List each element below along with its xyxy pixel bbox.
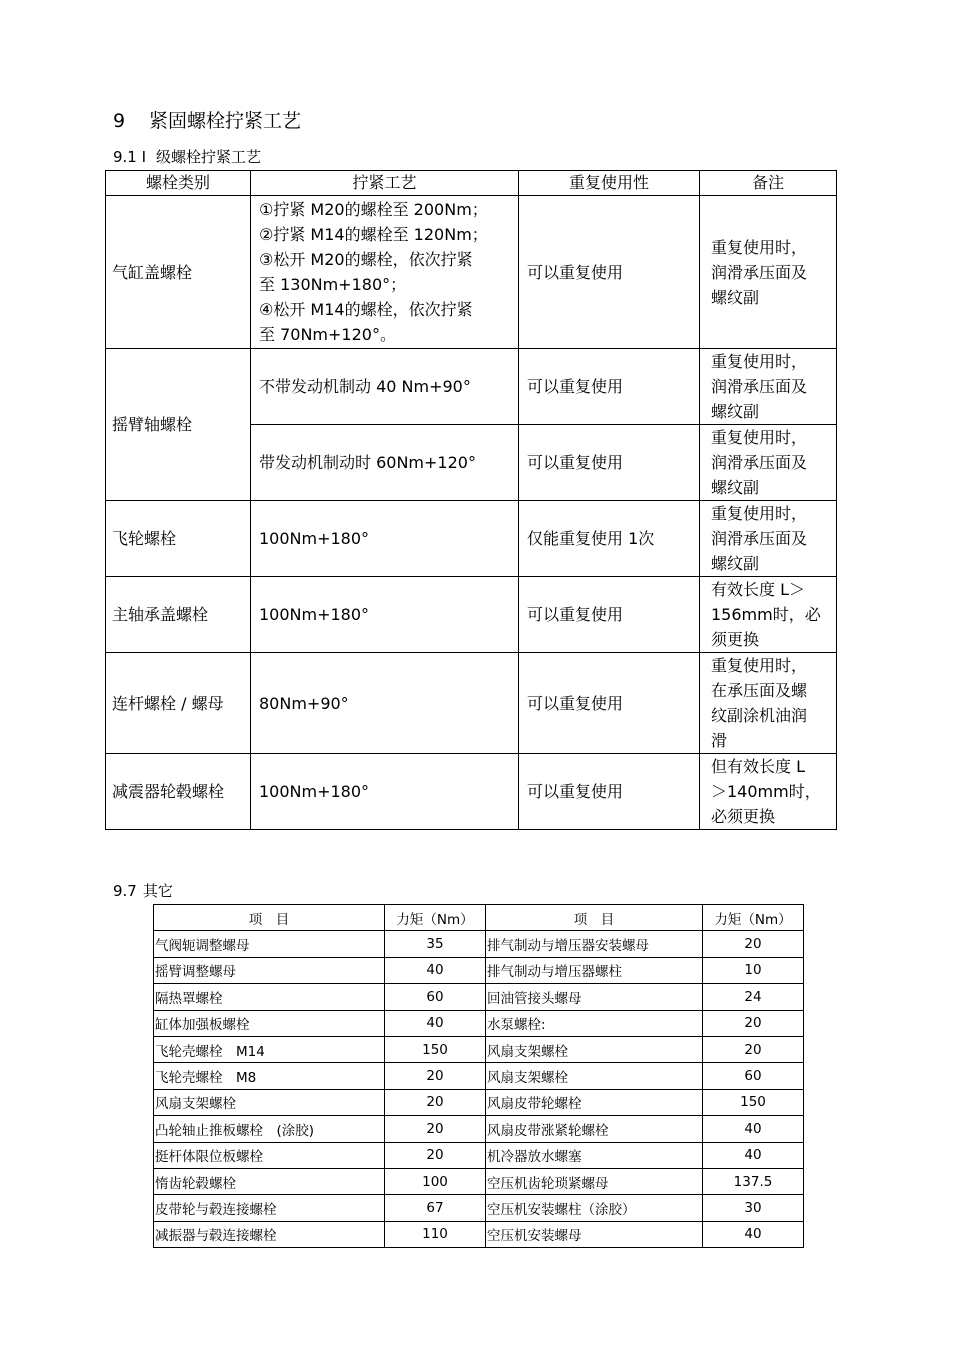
item-left-cell: 减振器与毂连接螺栓 [154, 1221, 385, 1247]
table-row [154, 1036, 804, 1062]
table-row [106, 349, 837, 425]
torque-left-cell: 40 [385, 957, 486, 983]
section-9-7-number: 9.7 [113, 882, 137, 900]
item-left-cell: 摇臂调整螺母 [154, 957, 385, 983]
process-line: 至 70Nm+120°。 [259, 325, 396, 344]
torque-table-body [154, 931, 804, 1248]
torque-left-cell: 67 [385, 1195, 486, 1221]
section-9-1-heading [113, 146, 261, 167]
table-row [154, 1221, 804, 1247]
note-line: 润滑承压面及 [711, 377, 808, 396]
item-right-cell: 机冷器放水螺塞 [486, 1142, 703, 1168]
header-note: 备注 [700, 171, 837, 196]
torque-right-cell: 40 [703, 1142, 804, 1168]
note-line: 螺纹副 [711, 287, 760, 307]
header-process: 拧紧工艺 [251, 171, 519, 196]
bolt-type-cell: 连杆螺栓 / 螺母 [106, 653, 251, 754]
section-9-7-title: 其它 [142, 882, 173, 900]
note-line: 润滑承压面及 [711, 529, 808, 548]
table-row [154, 1195, 804, 1221]
process-line: ④松开 M14的螺栓，依次拧紧 [259, 300, 473, 319]
note-cell [700, 196, 837, 349]
note-cell [700, 653, 837, 754]
item-left-cell: 惰齿轮毂螺栓 [154, 1168, 385, 1194]
item-left-cell: 飞轮壳螺栓 M8 [154, 1063, 385, 1089]
reuse-cell: 可以重复使用 [519, 653, 700, 754]
table-row [154, 931, 804, 957]
note-line: 润滑承压面及 [711, 453, 808, 472]
note-line: 重复使用时， [711, 352, 808, 371]
process-cell [251, 196, 519, 349]
reuse-cell: 可以重复使用 [519, 349, 700, 425]
table-row [106, 653, 837, 754]
note-line: 滑 [711, 731, 728, 750]
process-cell: 不带发动机制动 40 Nm+90° [251, 349, 519, 425]
section-9-1-number: 9.1 I [113, 148, 147, 166]
table-row [154, 1063, 804, 1089]
torque-left-cell: 60 [385, 984, 486, 1010]
note-line: 螺纹副 [711, 478, 760, 497]
process-line: 至 130Nm+180°； [259, 275, 407, 294]
note-line: 螺纹副 [711, 402, 760, 421]
table-row [154, 1089, 804, 1115]
torque-left-cell: 20 [385, 1089, 486, 1115]
torque-right-cell: 60 [703, 1063, 804, 1089]
note-cell [700, 349, 837, 425]
torque-left-cell: 100 [385, 1168, 486, 1194]
bolt-type-cell: 气缸盖螺栓 [106, 196, 251, 349]
section-9-7-heading [113, 880, 173, 901]
table-row [154, 1010, 804, 1036]
process-cell: 100Nm+180° [251, 754, 519, 830]
table-header-row [106, 171, 837, 196]
item-left-cell: 飞轮壳螺栓 M14 [154, 1036, 385, 1062]
note-line: 润滑承压面及 [711, 262, 808, 282]
header-item-right: 项 目 [486, 905, 703, 931]
table-row [106, 501, 837, 577]
reuse-cell: 仅能重复使用 1次 [519, 501, 700, 577]
note-cell [700, 754, 837, 830]
section-9-1-title: 级螺栓拧紧工艺 [156, 148, 262, 166]
process-line: ③松开 M20的螺栓，依次拧紧 [259, 250, 473, 269]
note-line: 在承压面及螺 [711, 681, 808, 700]
bolt-tightening-table [105, 170, 837, 830]
torque-header-row [154, 905, 804, 931]
table-row [154, 957, 804, 983]
bolt-type-cell: 摇臂轴螺栓 [106, 349, 251, 501]
table-row [106, 754, 837, 830]
note-cell [700, 577, 837, 653]
item-left-cell: 缸体加强板螺栓 [154, 1010, 385, 1036]
process-cell: 80Nm+90° [251, 653, 519, 754]
section-9-number: 9 [113, 110, 126, 132]
torque-left-cell: 20 [385, 1063, 486, 1089]
process-line: ①拧紧 M20的螺栓至 200Nm； [259, 200, 488, 219]
process-cell: 100Nm+180° [251, 501, 519, 577]
table-row [154, 1142, 804, 1168]
torque-left-cell: 35 [385, 931, 486, 957]
note-cell [700, 501, 837, 577]
torque-left-cell: 20 [385, 1142, 486, 1168]
note-line: ＞140mm时， [711, 782, 821, 801]
item-right-cell: 空压机安装螺柱（涂胶） [486, 1195, 703, 1221]
item-left-cell: 隔热罩螺栓 [154, 984, 385, 1010]
torque-right-cell: 40 [703, 1116, 804, 1142]
item-right-cell: 排气制动与增压器螺柱 [486, 957, 703, 983]
item-left-cell: 皮带轮与毂连接螺栓 [154, 1195, 385, 1221]
reuse-cell: 可以重复使用 [519, 754, 700, 830]
table-row [106, 577, 837, 653]
table-row [106, 196, 837, 349]
bolt-type-cell: 飞轮螺栓 [106, 501, 251, 577]
reuse-cell: 可以重复使用 [519, 196, 700, 349]
note-line: 螺纹副 [711, 554, 760, 573]
item-right-cell: 水泵螺栓: [486, 1010, 703, 1036]
header-item-left: 项 目 [154, 905, 385, 931]
header-torque-left: 力矩（Nm） [385, 905, 486, 931]
torque-right-cell: 150 [703, 1089, 804, 1115]
table-row [154, 984, 804, 1010]
note-line: 156mm时，必 [711, 605, 821, 624]
torque-right-cell: 30 [703, 1195, 804, 1221]
torque-right-cell: 40 [703, 1221, 804, 1247]
note-cell [700, 425, 837, 501]
torque-left-cell: 40 [385, 1010, 486, 1036]
torque-left-cell: 150 [385, 1036, 486, 1062]
section-9-heading [113, 106, 301, 133]
torque-right-cell: 20 [703, 1036, 804, 1062]
reuse-cell: 可以重复使用 [519, 425, 700, 501]
note-line: 重复使用时， [711, 504, 808, 523]
note-line: 重复使用时， [711, 428, 808, 447]
header-reuse: 重复使用性 [519, 171, 700, 196]
note-line: 重复使用时， [711, 656, 808, 675]
process-line: ②拧紧 M14的螺栓至 120Nm； [259, 225, 488, 244]
item-right-cell: 回油管接头螺母 [486, 984, 703, 1010]
header-torque-right: 力矩（Nm） [703, 905, 804, 931]
note-line: 有效长度 L＞ [711, 580, 806, 599]
process-cell: 100Nm+180° [251, 577, 519, 653]
torque-right-cell: 10 [703, 957, 804, 983]
torque-table [153, 904, 804, 1248]
item-right-cell: 风扇支架螺栓 [486, 1036, 703, 1062]
torque-right-cell: 137.5 [703, 1168, 804, 1194]
torque-left-cell: 110 [385, 1221, 486, 1247]
item-left-cell: 挺杆体限位板螺栓 [154, 1142, 385, 1168]
torque-right-cell: 20 [703, 1010, 804, 1036]
note-line: 重复使用时， [711, 237, 808, 257]
bolt-type-cell: 主轴承盖螺栓 [106, 577, 251, 653]
table-row [154, 1168, 804, 1194]
note-line: 必须更换 [711, 807, 776, 826]
bolt-type-cell: 减震器轮毂螺栓 [106, 754, 251, 830]
item-right-cell: 风扇皮带涨紧轮螺栓 [486, 1116, 703, 1142]
process-cell: 带发动机制动时 60Nm+120° [251, 425, 519, 501]
item-right-cell: 排气制动与增压器安装螺母 [486, 931, 703, 957]
item-left-cell: 凸轮轴止推板螺栓 (涂胶) [154, 1116, 385, 1142]
item-right-cell: 风扇支架螺栓 [486, 1063, 703, 1089]
item-left-cell: 风扇支架螺栓 [154, 1089, 385, 1115]
item-right-cell: 风扇皮带轮螺栓 [486, 1089, 703, 1115]
note-line: 但有效长度 L [711, 757, 806, 776]
item-right-cell: 空压机齿轮琐紧螺母 [486, 1168, 703, 1194]
reuse-cell: 可以重复使用 [519, 577, 700, 653]
item-right-cell: 空压机安装螺母 [486, 1221, 703, 1247]
header-bolt-type: 螺栓类别 [106, 171, 251, 196]
item-left-cell: 气阀轭调整螺母 [154, 931, 385, 957]
table-row [154, 1116, 804, 1142]
section-9-title: 紧固螺栓拧紧工艺 [149, 110, 302, 132]
torque-left-cell: 20 [385, 1116, 486, 1142]
note-line: 纹副涂机油润 [711, 706, 808, 725]
torque-right-cell: 24 [703, 984, 804, 1010]
torque-right-cell: 20 [703, 931, 804, 957]
note-line: 须更换 [711, 630, 760, 649]
